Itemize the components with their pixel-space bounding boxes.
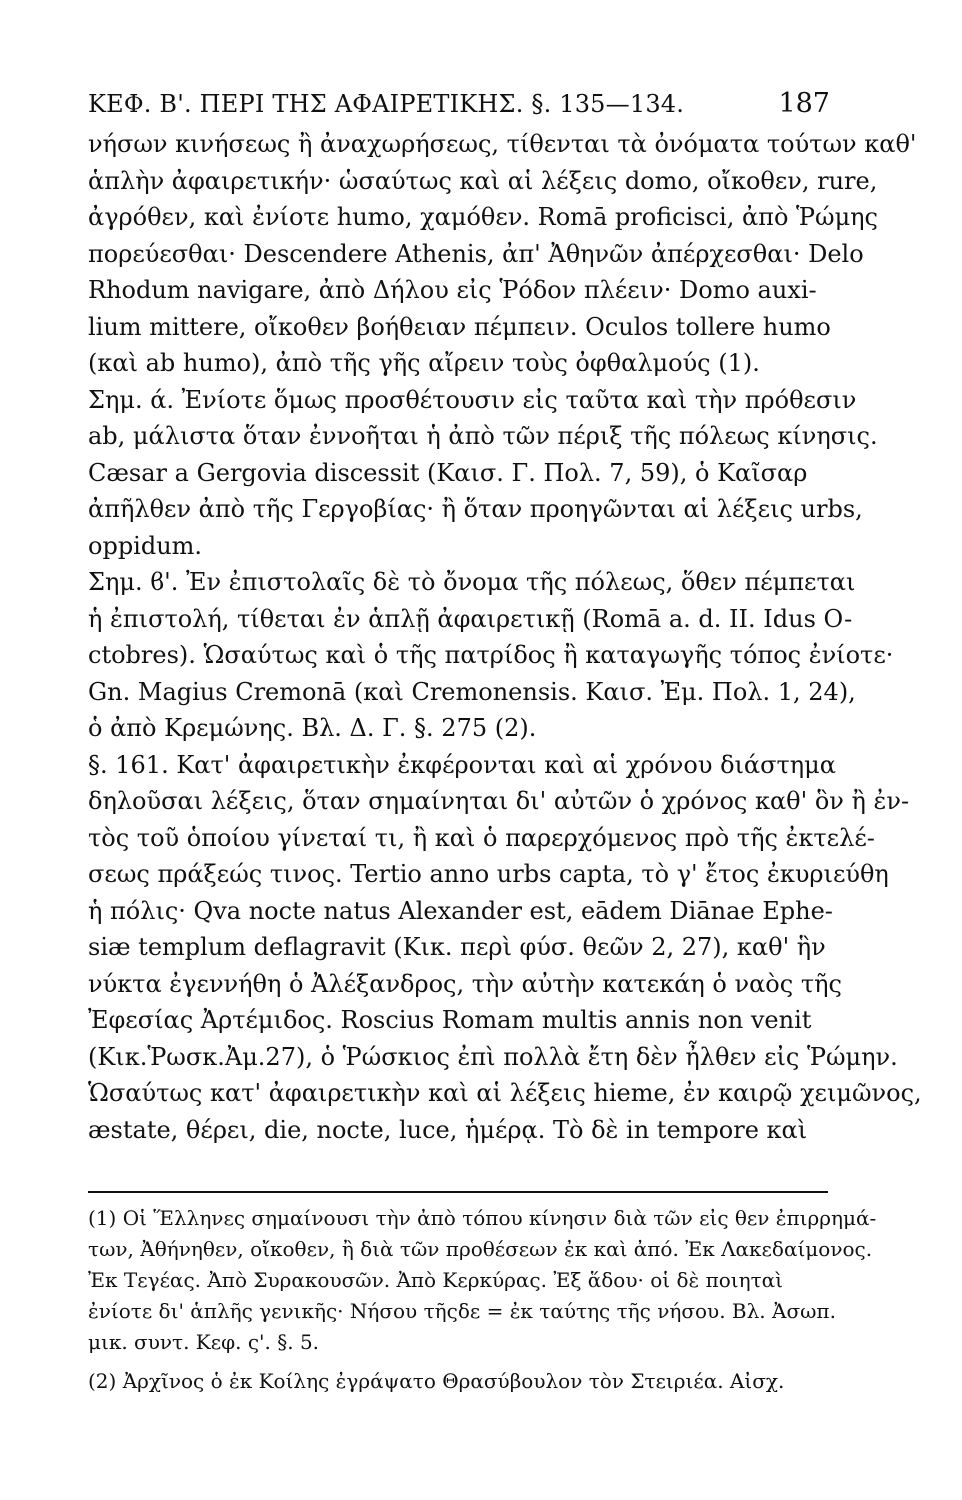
running-title: ΚΕΦ. Β'. ΠΕΡΙ ΤΗΣ ΑΦΑΙΡΕΤΙΚΗΣ. §. 135—134. bbox=[88, 90, 685, 118]
footnote-line: (1) Οἱ Ἕλληνες σημαίνουσι τὴν ἀπὸ τόπου κίνησιν διὰ τῶν εἰς θεν ἐπιρρημά- bbox=[88, 1206, 877, 1230]
text-line: νύκτα ἐγεννήθη ὁ Ἀλέξανδρος, τὴν αὐτὴν κατεκάη ὁ ναὸς τῆς bbox=[88, 969, 842, 998]
running-head bbox=[88, 88, 830, 124]
footnote-line: Ἐκ Τεγέας. Ἀπὸ Συρακουσῶν. Ἀπὸ Κερκύρας. Ἐξ ἅδου· οἱ δὲ ποιηταὶ bbox=[88, 1268, 784, 1292]
footnote-line: ἐνίοτε δι' ἁπλῆς γενικῆς· Νήσου τῆςδε = ἐκ ταύτης τῆς νήσου. Βλ. Ἀσωπ. bbox=[88, 1299, 836, 1323]
text-line: oppidum. bbox=[88, 531, 203, 560]
text-line: ὁ ἀπὸ Κρεμώνης. Βλ. Δ. Γ. §. 275 (2). bbox=[88, 714, 537, 742]
text-line: Σημ. ά. Ἐνίοτε ὅμως προσθέτουσιν εἰς ταῦτα καὶ τὴν πρόθεσιν bbox=[88, 385, 857, 414]
text-line: siæ templum deflagravit (Κικ. περὶ φύσ. θεῶν 2, 27), καθ' ἣν bbox=[88, 933, 826, 961]
text-line: æstate, θέρει, die, nocte, luce, ἡμέρᾳ. Τὸ δὲ in tempore καὶ bbox=[88, 1115, 808, 1144]
footnote-line: των, Ἀθήνηθεν, οἴκοθεν, ἢ διὰ τῶν προθέσεων ἐκ καὶ ἀπό. Ἐκ Λακεδαίμονος. bbox=[88, 1237, 873, 1261]
text-line: Gn. Magius Cremonā (καὶ Cremonensis. Καισ. Ἐμ. Πολ. 1, 24), bbox=[88, 677, 856, 706]
text-line: σεως πράξεώς τινος. Tertio anno urbs capta, τὸ γ' ἔτος ἐκυριεύθη bbox=[88, 860, 889, 888]
footnote-gap bbox=[88, 1358, 830, 1366]
footnote-line: (2) Ἀρχῖνος ὁ ἐκ Κοίλης ἐγράψατο Θρασύβουλον τὸν Στειριέα. Αἰσχ. bbox=[88, 1369, 785, 1393]
footnote-separator bbox=[88, 1191, 828, 1193]
text-line: (Κικ.Ῥωσκ.Ἀμ.27), ὁ Ῥώσκιος ἐπὶ πολλὰ ἔτη δὲν ἦλθεν εἰς Ῥώμην. bbox=[88, 1042, 898, 1071]
text-line: ctobres). Ὡσαύτως καὶ ὁ τῆς πατρίδος ἢ καταγωγῆς τόπος ἐνίοτε· bbox=[88, 641, 894, 669]
text-line: Ἐφεσίας Ἀρτέμιδος. Roscius Romam multis annis non venit bbox=[88, 1006, 812, 1034]
footnotes bbox=[88, 1203, 877, 1397]
text-line: ἀγρόθεν, καὶ ἐνίοτε humo, χαμόθεν. Romā proficisci, ἀπὸ Ῥώμης bbox=[88, 203, 878, 231]
text-line: τὸς τοῦ ὁποίου γίνεταί τι, ἢ καὶ ὁ παρερχόμενος πρὸ τῆς ἐκτελέ- bbox=[88, 823, 875, 852]
text-line: ἁπλὴν ἀφαιρετικήν· ὡσαύτως καὶ αἱ λέξεις domo, οἴκοθεν, rure, bbox=[88, 166, 878, 195]
text-line: νήσων κινήσεως ἢ ἀναχωρήσεως, τίθενται τὰ ὀνόματα τούτων καθ' bbox=[88, 130, 917, 158]
text-line: δηλοῦσαι λέξεις, ὅταν σημαίνηται δι' αὐτῶν ὁ χρόνος καθ' ὃν ἢ ἐν- bbox=[88, 787, 910, 815]
text-line: lium mittere, οἴκοθεν βοήθειαν πέμπειν. Oculos tollere humo bbox=[88, 312, 831, 341]
footnote-line: μικ. συντ. Κεφ. ς'. §. 5. bbox=[88, 1330, 320, 1354]
page-number: 187 bbox=[778, 88, 830, 119]
text-line: Cæsar a Gergovia discessit (Καισ. Γ. Πολ. 7, 59), ὁ Καῖσαρ bbox=[88, 458, 808, 487]
main-text bbox=[88, 126, 922, 1148]
text-line: ἡ πόλις· Qva nocte natus Alexander est, eādem Diānae Ephe- bbox=[88, 896, 833, 925]
text-line: §. 161. Κατ' ἀφαιρετικὴν ἐκφέρονται καὶ αἱ χρόνου διάστημα bbox=[88, 750, 836, 779]
text-line: ἀπῆλθεν ἀπὸ τῆς Γεργοβίας· ἢ ὅταν προηγῶνται αἱ λέξεις urbs, bbox=[88, 495, 863, 523]
text-line: ἡ ἐπιστολή, τίθεται ἐν ἁπλῇ ἀφαιρετικῇ (Romā a. d. II. Idus O- bbox=[88, 604, 853, 633]
text-line: Rhodum navigare, ἀπὸ Δήλου εἰς Ῥόδον πλέειν· Domo auxi- bbox=[88, 276, 817, 304]
text-line: Ὡσαύτως κατ' ἀφαιρετικὴν καὶ αἱ λέξεις hieme, ἐν καιρῷ χειμῶνος, bbox=[88, 1079, 922, 1107]
text-line: (καὶ ab humo), ἀπὸ τῆς γῆς αἴρειν τοὺς ὀφθαλμούς (1). bbox=[88, 349, 760, 377]
text-line: ab, μάλιστα ὅταν ἐννοῆται ἡ ἀπὸ τῶν πέριξ τῆς πόλεως κίνησις. bbox=[88, 422, 878, 450]
text-line: πορεύεσθαι· Descendere Athenis, ἀπ' Ἀθηνῶν ἀπέρχεσθαι· Delo bbox=[88, 239, 864, 268]
text-line: Σημ. ϐ'. Ἐν ἐπιστολαῖς δὲ τὸ ὄνομα τῆς πόλεως, ὅθεν πέμπεται bbox=[88, 568, 856, 596]
